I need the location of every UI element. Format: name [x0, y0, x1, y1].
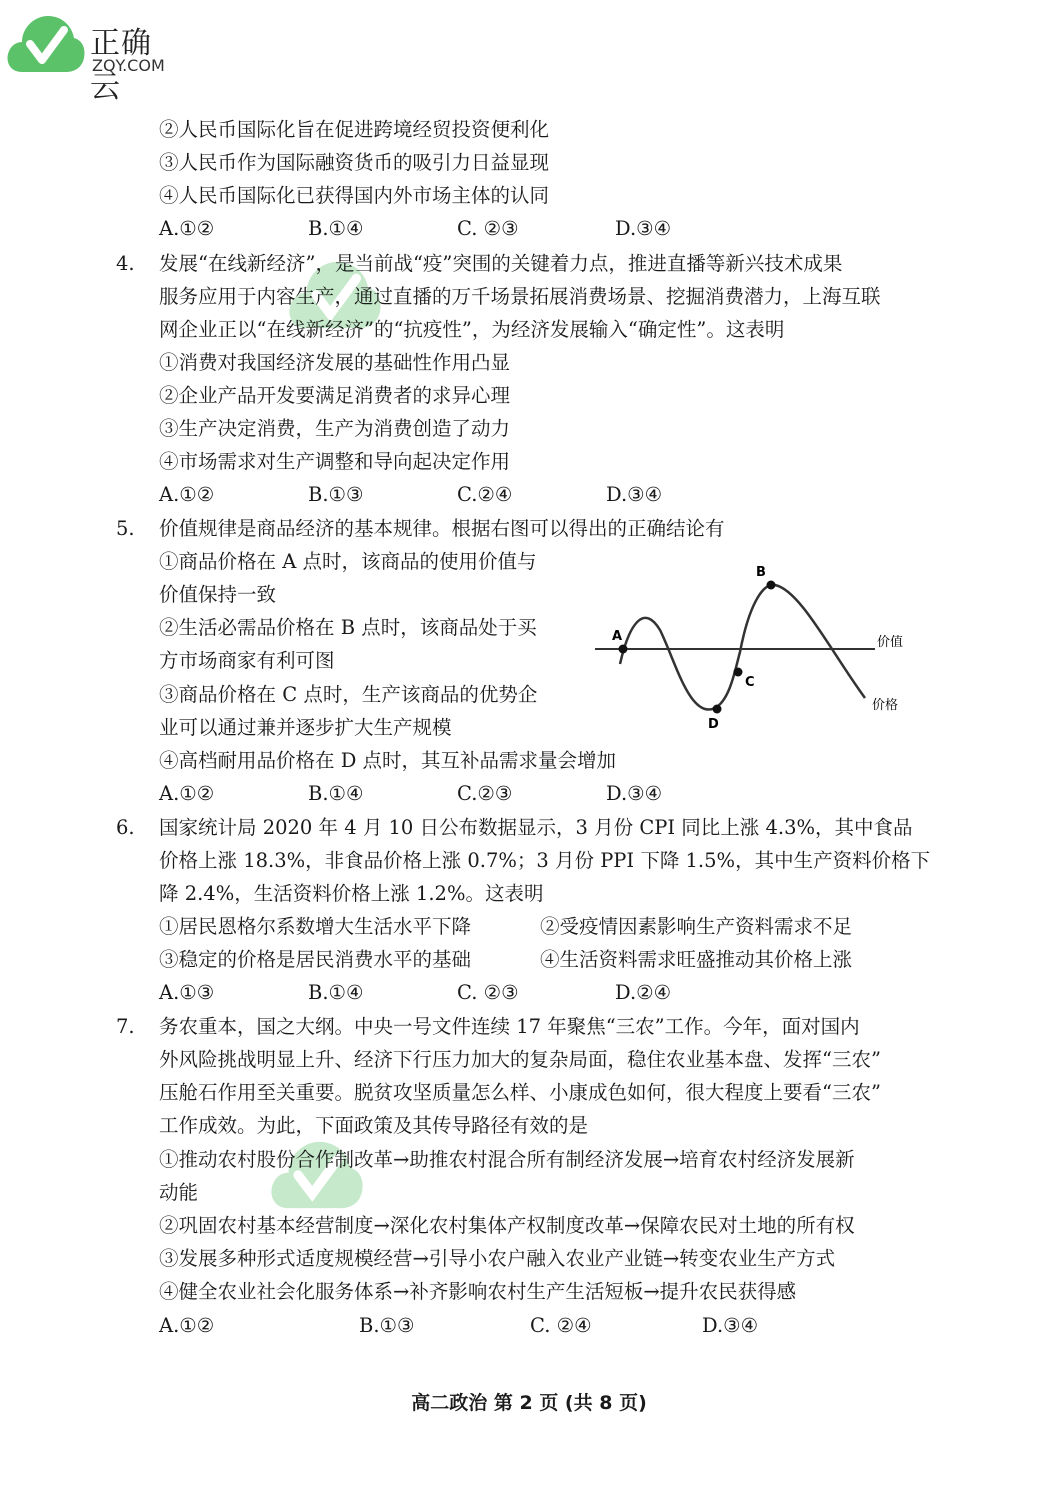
q3-option-b: B.①④	[308, 217, 364, 240]
q4-stem: 发展“在线新经济”，是当前战“疫”突围的关键着力点，推进直播等新兴技术成果	[159, 252, 843, 275]
logo-brand: 正确云	[90, 26, 152, 105]
q4-option-b: B.①③	[308, 483, 364, 506]
q5-stem: 价值规律是商品经济的基本规律。根据右图可以得出的正确结论有	[159, 517, 725, 540]
label-a: A	[612, 629, 623, 644]
q5-option-a: A.①②	[159, 782, 215, 805]
q5-item: 业可以通过兼并逐步扩大生产规模	[159, 716, 452, 739]
price-curve	[620, 585, 865, 710]
q7-number: 7.	[116, 1015, 135, 1038]
q7-item: 动能	[159, 1181, 199, 1204]
value-label: 价值	[877, 635, 904, 650]
zqy-logo	[4, 6, 174, 105]
point-b	[767, 581, 776, 590]
q6-option-a: A.①③	[159, 981, 215, 1004]
q6-item: ①居民恩格尔系数增大生活水平下降	[159, 915, 472, 938]
q5-item: ③商品价格在 C 点时，生产该商品的优势企	[159, 683, 538, 706]
price-label: 价格	[872, 698, 899, 713]
q6-option-c: C. ②③	[457, 981, 519, 1004]
q6-number: 6.	[116, 816, 135, 839]
q5-item: ②生活必需品价格在 B 点时，该商品处于买	[159, 616, 537, 639]
logo-domain: ZQY.COM	[92, 56, 165, 75]
point-d	[713, 705, 722, 714]
q5-item: 价值保持一致	[159, 583, 277, 606]
q6-stem: 价格上涨 18.3%，非食品价格上涨 0.7%；3 月份 PPI 下降 1.5%，其中生产资料价格下	[159, 849, 931, 872]
q4-stem: 服务应用于内容生产，通过直播的万千场景拓展消费场景、挖掘消费潜力，上海互联	[159, 285, 881, 308]
q3-item: ③人民币作为国际融资货币的吸引力日益显现	[159, 151, 550, 174]
page-footer: 高二政治 第 2 页 (共 8 页)	[411, 1392, 647, 1414]
q3-option-a: A.①②	[159, 217, 215, 240]
q6-option-d: D.②④	[615, 981, 672, 1004]
watermark-logo-icon	[262, 1130, 372, 1220]
q3-item: ②人民币国际化旨在促进跨境经贸投资便利化	[159, 118, 550, 141]
q5-option-d: D.③④	[606, 782, 663, 805]
price-value-graph	[590, 560, 920, 740]
q6-item: ④生活资料需求旺盛推动其价格上涨	[540, 948, 853, 971]
q3-option-d: D.③④	[615, 217, 672, 240]
q7-stem: 工作成效。为此，下面政策及其传导路径有效的是	[159, 1114, 589, 1137]
q4-option-a: A.①②	[159, 483, 215, 506]
q5-item: ①商品价格在 A 点时，该商品的使用价值与	[159, 550, 537, 573]
q7-item: ②巩固农村基本经营制度→深化农村集体产权制度改革→保障农民对土地的所有权	[159, 1214, 855, 1237]
q7-option-a: A.①②	[159, 1314, 215, 1337]
label-b: B	[756, 565, 766, 580]
q7-item: ④健全农业社会化服务体系→补齐影响农村生产生活短板→提升农民获得感	[159, 1280, 797, 1303]
q4-stem: 网企业正以“在线新经济”的“抗疫性”，为经济发展输入“确定性”。这表明	[159, 318, 785, 341]
q5-number: 5.	[116, 517, 135, 540]
q4-item: ③生产决定消费，生产为消费创造了动力	[159, 417, 511, 440]
q3-option-c: C. ②③	[457, 217, 519, 240]
q4-item: ②企业产品开发要满足消费者的求异心理	[159, 384, 511, 407]
q4-item: ④市场需求对生产调整和导向起决定作用	[159, 450, 511, 473]
q7-option-b: B.①③	[359, 1314, 415, 1337]
q6-item: ③稳定的价格是居民消费水平的基础	[159, 948, 472, 971]
q5-option-c: C.②③	[457, 782, 513, 805]
q6-stem: 降 2.4%，生活资料价格上涨 1.2%。这表明	[159, 882, 544, 905]
q4-item: ①消费对我国经济发展的基础性作用凸显	[159, 351, 511, 374]
q5-option-b: B.①④	[308, 782, 364, 805]
label-c: C	[745, 675, 755, 690]
q7-item: ①推动农村股份合作制改革→助推农村混合所有制经济发展→培育农村经济发展新	[159, 1148, 855, 1171]
point-c	[734, 668, 743, 677]
q7-option-d: D.③④	[702, 1314, 759, 1337]
q6-item: ②受疫情因素影响生产资料需求不足	[540, 915, 853, 938]
q5-item: 方市场商家有利可图	[159, 649, 335, 672]
q4-option-c: C.②④	[457, 483, 513, 506]
zqy-cloud-check-icon	[4, 6, 88, 82]
q4-option-d: D.③④	[606, 483, 663, 506]
point-a	[619, 645, 628, 654]
q4-number: 4.	[116, 252, 135, 275]
q7-stem: 外风险挑战明显上升、经济下行压力加大的复杂局面，稳住农业基本盘、发挥“三农”	[159, 1048, 881, 1071]
q7-stem: 务农重本，国之大纲。中央一号文件连续 17 年聚焦“三农”工作。今年，面对国内	[159, 1015, 860, 1038]
q5-item: ④高档耐用品价格在 D 点时，其互补品需求量会增加	[159, 749, 617, 772]
q6-stem: 国家统计局 2020 年 4 月 10 日公布数据显示，3 月份 CPI 同比上涨 4.3%，其中食品	[159, 816, 913, 839]
q7-stem: 压舱石作用至关重要。脱贫攻坚质量怎么样、小康成色如何，很大程度上要看“三农”	[159, 1081, 881, 1104]
label-d: D	[708, 717, 719, 732]
q3-item: ④人民币国际化已获得国内外市场主体的认同	[159, 184, 550, 207]
q7-option-c: C. ②④	[530, 1314, 592, 1337]
q6-option-b: B.①④	[308, 981, 364, 1004]
q7-item: ③发展多种形式适度规模经营→引导小农户融入农业产业链→转变农业生产方式	[159, 1247, 836, 1270]
